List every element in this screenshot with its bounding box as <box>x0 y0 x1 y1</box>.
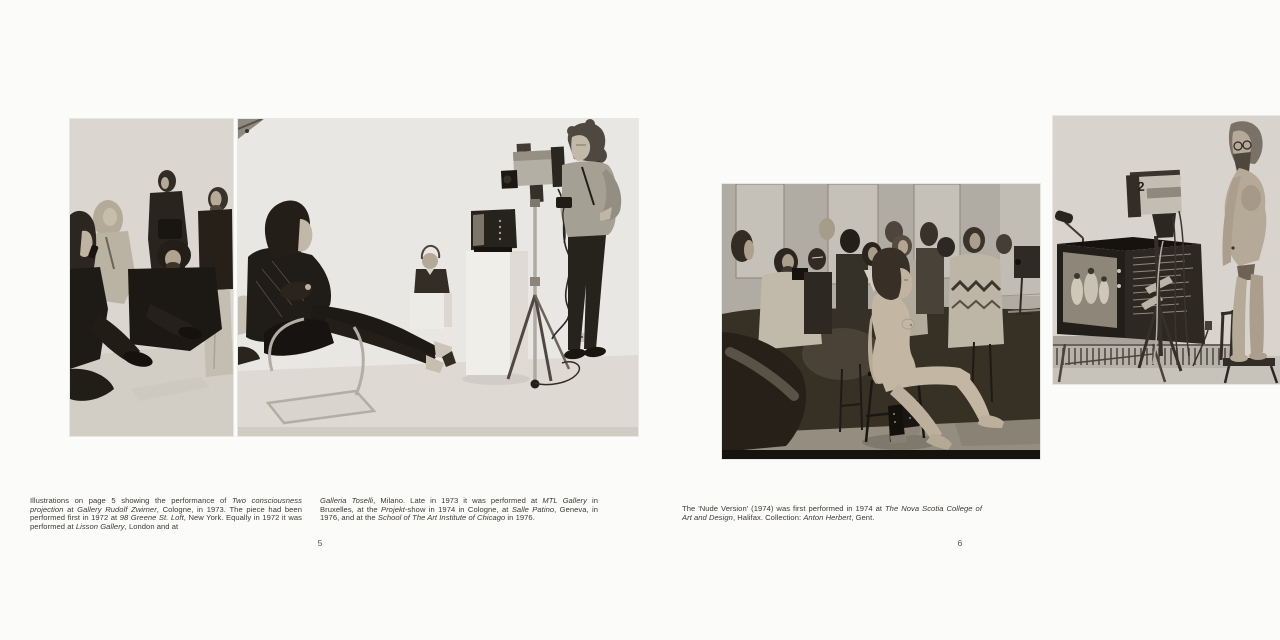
caption-column-2: Galleria Toselli, Milano. Late in 1973 it was performed at MTL Gallery in Bruxelles, at the Projekt-show in 1974 in Cologne, at Salle Patino, Geneva, in 1976, and at the School of The Art Institute of Chicago in 1976. <box>320 496 599 522</box>
page-right <box>640 0 1280 640</box>
photo-audience-nude-version <box>722 184 1040 459</box>
photo-two-consciousness-projection <box>238 119 638 436</box>
photo-performance-svg <box>238 119 638 436</box>
tv-monitor <box>471 209 517 252</box>
photo-monitor-performer-svg <box>1053 116 1280 384</box>
photo-audience-svg <box>70 119 233 436</box>
wall-outlet <box>1205 321 1212 330</box>
caption-right: The 'Nude Version' (1974) was first performed in 1974 at The Nova Scotia College of Art and Design, Halifax. Collection: Anton Herbert, Gent. <box>682 504 982 522</box>
page-number-left: 5 <box>317 538 323 548</box>
caption-column-1: Illustrations on page 5 showing the performance of Two consciousness projection at Gallery Rudolf Zwirner, Cologne, in 1973. The piece had been performed first in 1972 at 98 Greene St. Loft, New York. Equally in 1972 it was performed at Lisson Gallery, London and at <box>30 496 302 531</box>
wristwatch <box>1231 246 1234 249</box>
low-white-cube <box>410 293 452 329</box>
camera-number-label: 2 <box>1136 178 1145 195</box>
photo-monitor-performer <box>1053 116 1280 384</box>
photo-audience-cologne <box>70 119 233 436</box>
page-number-right: 6 <box>957 538 963 548</box>
pedestal <box>462 251 530 385</box>
photo-audience-nude-svg <box>722 184 1040 459</box>
